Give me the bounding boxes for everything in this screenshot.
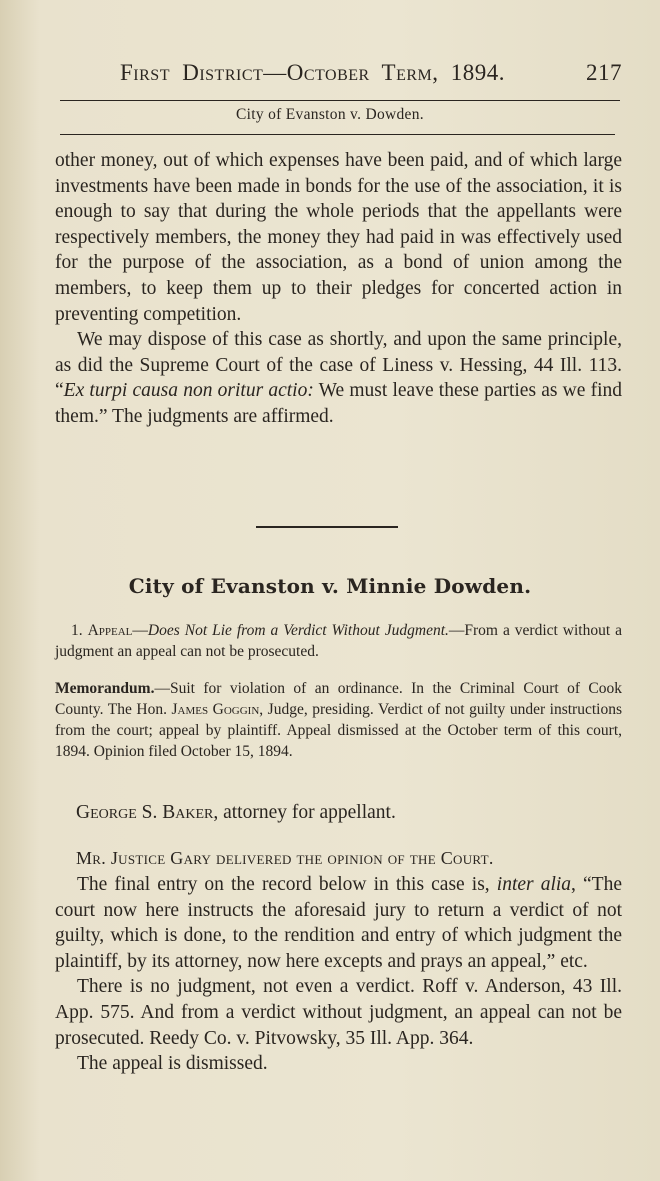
opinion-paragraph: The appeal is dismissed. (77, 1053, 268, 1075)
case-caption: City of Evanston v. Dowden. (236, 106, 424, 123)
headnote-number: 1. (71, 622, 83, 639)
memo-label: Memorandum. (55, 680, 155, 697)
section-divider (256, 526, 398, 528)
opinion-paragraph (55, 327, 622, 429)
attorney-role: , attorney for appellant. (213, 802, 396, 823)
opinion-text: We must leave these parties as we find them.” The judgments are affirmed. (55, 380, 623, 427)
opinion-text: We may dispose of this case as shortly, and upon the same principle, as did the Supreme Court of the case of Liness v. Hessing, 44 Ill. 113. “ (55, 329, 622, 402)
memo-text: —Suit for violation of an ordinance. In the Criminal Court of Cook County. The Hon. (55, 680, 622, 718)
running-title: First District—October Term, 1894. (120, 60, 506, 85)
attorney-line (76, 802, 396, 824)
opinion-paragraph: other money, out of which expenses have been paid, and of which large investments have been made in bonds for the use of the association, it is enough to say that during the whole periods that the appellants were respectively members, the money they had paid in was effectively used for the purpose of the association, as a bond of union among the members, to keep them up to their pledges for concerted action in preventing competition. (55, 150, 622, 325)
headnote (55, 620, 622, 662)
attorney-name: George S. Baker (76, 802, 214, 823)
opinion-body (55, 872, 622, 1077)
opinion-text: , “The court now here instructs the aforesaid jury to return a verdict of not guilty, which is done, to the rendition and entry of which judgment the plaintiff, by its attorney, now here excepts and prays an appeal,” etc. (55, 874, 622, 972)
case-title: City of Evanston v. Minnie Dowden. (128, 574, 532, 598)
opinion-paragraph: There is no judgment, not even a verdict. Roff v. Anderson, 43 Ill. App. 575. And from a verdict without judgment, an appeal can not be prosecuted. Reedy Co. v. Pitvowsky, 35 Ill. App. 364. (55, 976, 622, 1049)
headnote-dash: — (132, 622, 148, 639)
latin-maxim: Ex turpi causa non oritur actio: (63, 380, 314, 402)
headnote-italic: Does Not Lie from a Verdict Without Judgment. (147, 622, 449, 639)
opinion-paragraph (55, 872, 622, 974)
justice-line: Mr. Justice Gary delivered the opinion of the Court. (76, 848, 494, 868)
headnote-topic: Appeal (87, 622, 133, 639)
opinion-text: The final entry on the record below in this case is, (77, 874, 497, 895)
running-head (120, 60, 622, 86)
memo-judge: James Goggin (171, 701, 260, 718)
continued-opinion (55, 148, 622, 430)
header-rule-top (60, 100, 620, 101)
memo-text: , Judge, presiding. Verdict of not guilty under instructions from the court; appeal by plaintiff. Appeal dismissed at the October term of this court, 1894. Opinion filed October 15, 1894. (55, 701, 622, 760)
memorandum (55, 678, 622, 762)
page-number: 217 (586, 60, 622, 85)
opinion-italic: inter alia (496, 874, 572, 895)
headnote-text: —From a verdict without a judgment an appeal can not be prosecuted. (55, 622, 623, 660)
header-rule-bottom (60, 134, 615, 135)
